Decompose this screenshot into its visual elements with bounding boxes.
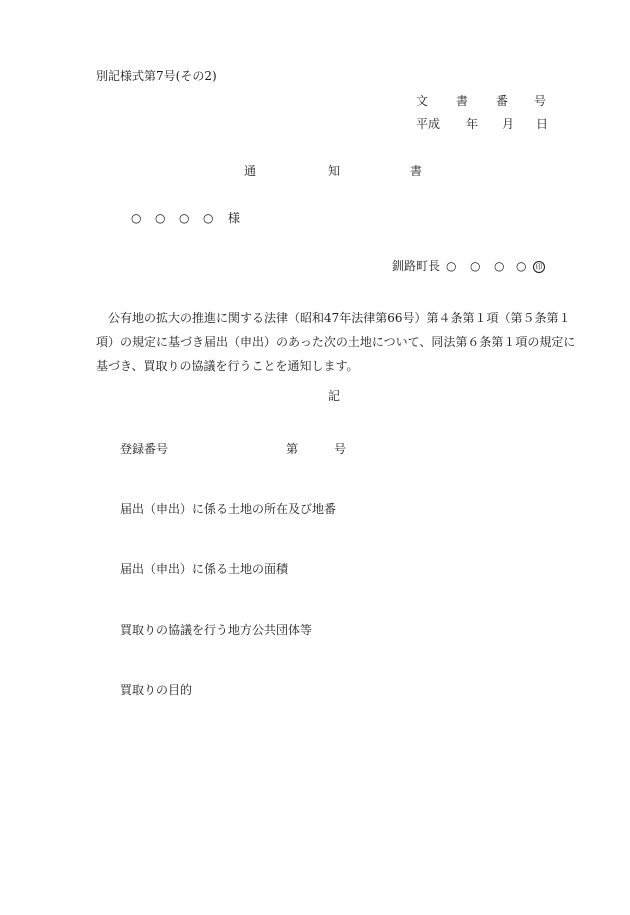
addressee-placeholder: ○ [203, 211, 214, 225]
doc-number-char: 書 [456, 94, 469, 108]
doc-number-char: 文 [416, 94, 429, 108]
title-char: 書 [410, 164, 423, 178]
seal-stamp: 印 [533, 261, 545, 273]
item-registration-number: 登録番号 [120, 442, 169, 456]
date-month: 月 [502, 117, 515, 131]
title-char: 通 [244, 164, 257, 178]
document-title [244, 165, 424, 179]
body-line: 基づき、買取りの協議を行うことを通知します。 [96, 359, 359, 373]
sender-placeholder: ○ [470, 259, 481, 273]
sender-placeholder: ○ [494, 259, 505, 273]
addressee-honorific: 様 [228, 211, 241, 225]
item-purchase-purpose: 買取りの目的 [120, 683, 193, 697]
body-line: 公有地の拡大の推進に関する法律（昭和47年法律第66号）第４条第１項（第５条第１ [108, 311, 571, 325]
sender-placeholder: ○ [516, 259, 527, 273]
notice-body [96, 306, 576, 378]
addressee-placeholder: ○ [131, 211, 142, 225]
addressee-placeholder: ○ [179, 211, 190, 225]
addressee-placeholder: ○ [155, 211, 166, 225]
sender-title: 釧路町長 [392, 259, 441, 273]
sender-placeholder: ○ [446, 259, 457, 273]
date-day: 日 [536, 117, 549, 131]
registration-go: 号 [334, 442, 347, 456]
doc-number-char: 番 [496, 94, 509, 108]
date-era: 平成 [416, 117, 441, 131]
item-land-area: 届出（申出）に係る土地の面積 [120, 562, 289, 576]
title-char: 知 [328, 164, 341, 178]
date-year: 年 [466, 117, 479, 131]
doc-number-char: 号 [534, 94, 547, 108]
form-number: 別記様式第7号(その2) [96, 69, 217, 83]
item-land-location: 届出（申出）に係る土地の所在及び地番 [120, 502, 337, 516]
ki-heading: 記 [328, 389, 341, 403]
body-line: 項）の規定に基づき届出（申出）のあった次の土地について、同法第６条第１項の規定に [96, 335, 576, 349]
registration-dai: 第 [286, 442, 299, 456]
item-public-body: 買取りの協議を行う地方公共団体等 [120, 623, 313, 637]
